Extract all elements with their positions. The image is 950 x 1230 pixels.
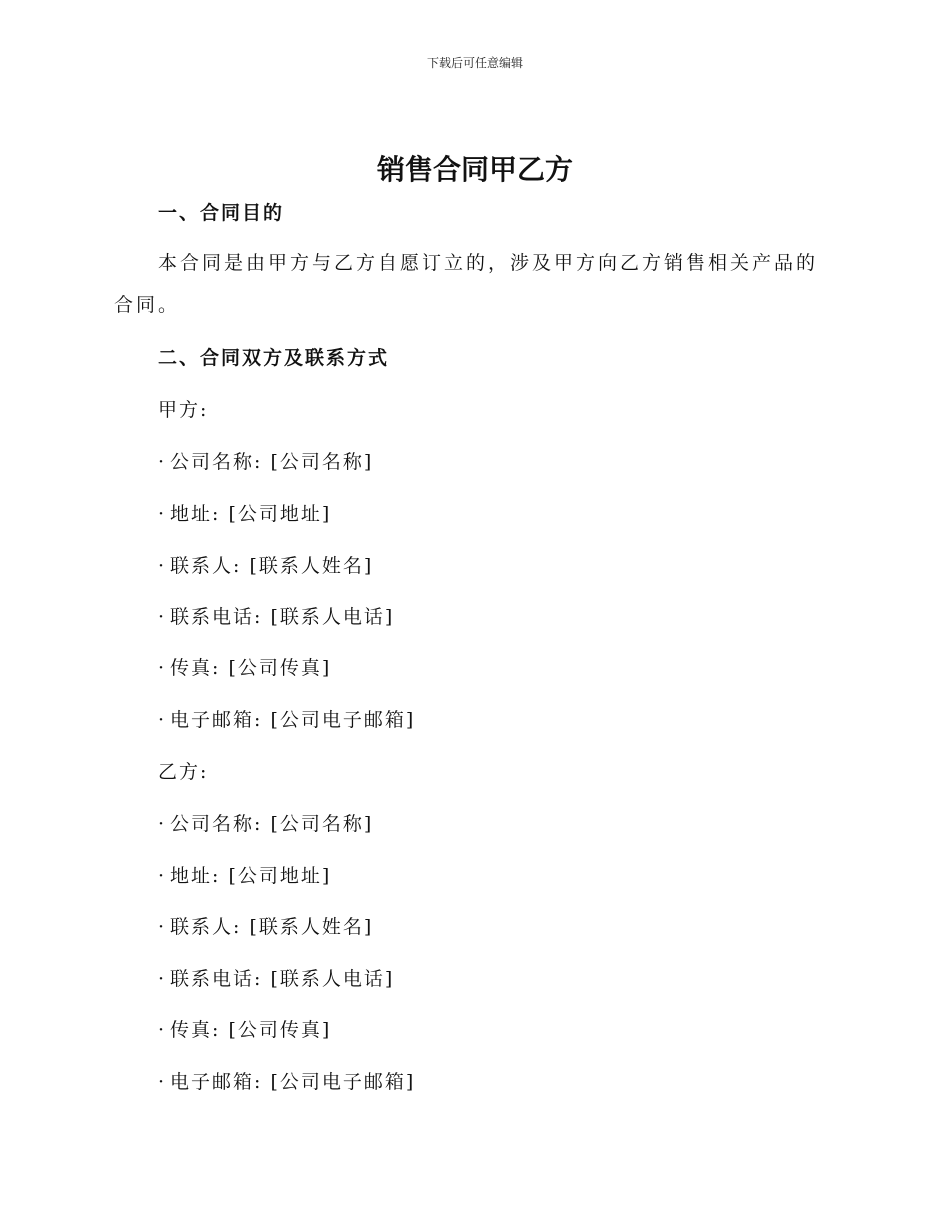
bullet-icon: ·: [158, 968, 167, 990]
party-a-item: [158, 447, 373, 474]
party-b-item: [158, 861, 331, 888]
party-a-item: [158, 499, 331, 526]
party-b-item: [158, 964, 394, 991]
party-a-company-name: 公司名称: [公司名称]: [170, 451, 374, 473]
section-heading-parties: 二、合同双方及联系方式: [158, 347, 390, 369]
party-a-fax: 传真: [公司传真]: [170, 657, 332, 679]
party-b-email: 电子邮箱: [公司电子邮箱]: [170, 1071, 416, 1093]
bullet-icon: ·: [158, 555, 167, 577]
party-b-address: 地址: [公司地址]: [170, 865, 332, 887]
purpose-paragraph: 本合同是由甲方与乙方自愿订立的，涉及甲方向乙方销售相关产品的合同。: [114, 252, 819, 316]
party-a-item: [158, 653, 331, 680]
party-b-item: [158, 912, 373, 939]
document-title: 销售合同甲乙方: [376, 153, 573, 186]
party-a-item: [158, 551, 373, 578]
bullet-icon: ·: [158, 865, 167, 887]
party-a-address: 地址: [公司地址]: [170, 503, 332, 525]
bullet-icon: ·: [158, 1071, 167, 1093]
party-b-contact: 联系人: [联系人姓名]: [170, 916, 374, 938]
party-b-phone: 联系电话: [联系人电话]: [170, 968, 395, 990]
party-a-email: 电子邮箱: [公司电子邮箱]: [170, 709, 416, 731]
party-b-label: 乙方:: [158, 761, 209, 783]
bullet-icon: ·: [158, 1019, 167, 1041]
bullet-icon: ·: [158, 709, 167, 731]
bullet-icon: ·: [158, 916, 167, 938]
party-a-phone: 联系电话: [联系人电话]: [170, 606, 395, 628]
party-b-company-name: 公司名称: [公司名称]: [170, 813, 374, 835]
party-b-item: [158, 809, 373, 836]
bullet-icon: ·: [158, 813, 167, 835]
header-note: 下载后可任意编辑: [426, 56, 523, 70]
party-a-item: [158, 705, 415, 732]
section-heading-purpose: 一、合同目的: [158, 202, 285, 224]
party-b-item: [158, 1015, 331, 1042]
party-a-item: [158, 602, 394, 629]
party-b-fax: 传真: [公司传真]: [170, 1019, 332, 1041]
party-b-item: [158, 1067, 415, 1094]
bullet-icon: ·: [158, 657, 167, 679]
party-a-contact: 联系人: [联系人姓名]: [170, 555, 374, 577]
bullet-icon: ·: [158, 451, 167, 473]
bullet-icon: ·: [158, 606, 167, 628]
bullet-icon: ·: [158, 503, 167, 525]
party-a-label: 甲方:: [158, 399, 209, 421]
